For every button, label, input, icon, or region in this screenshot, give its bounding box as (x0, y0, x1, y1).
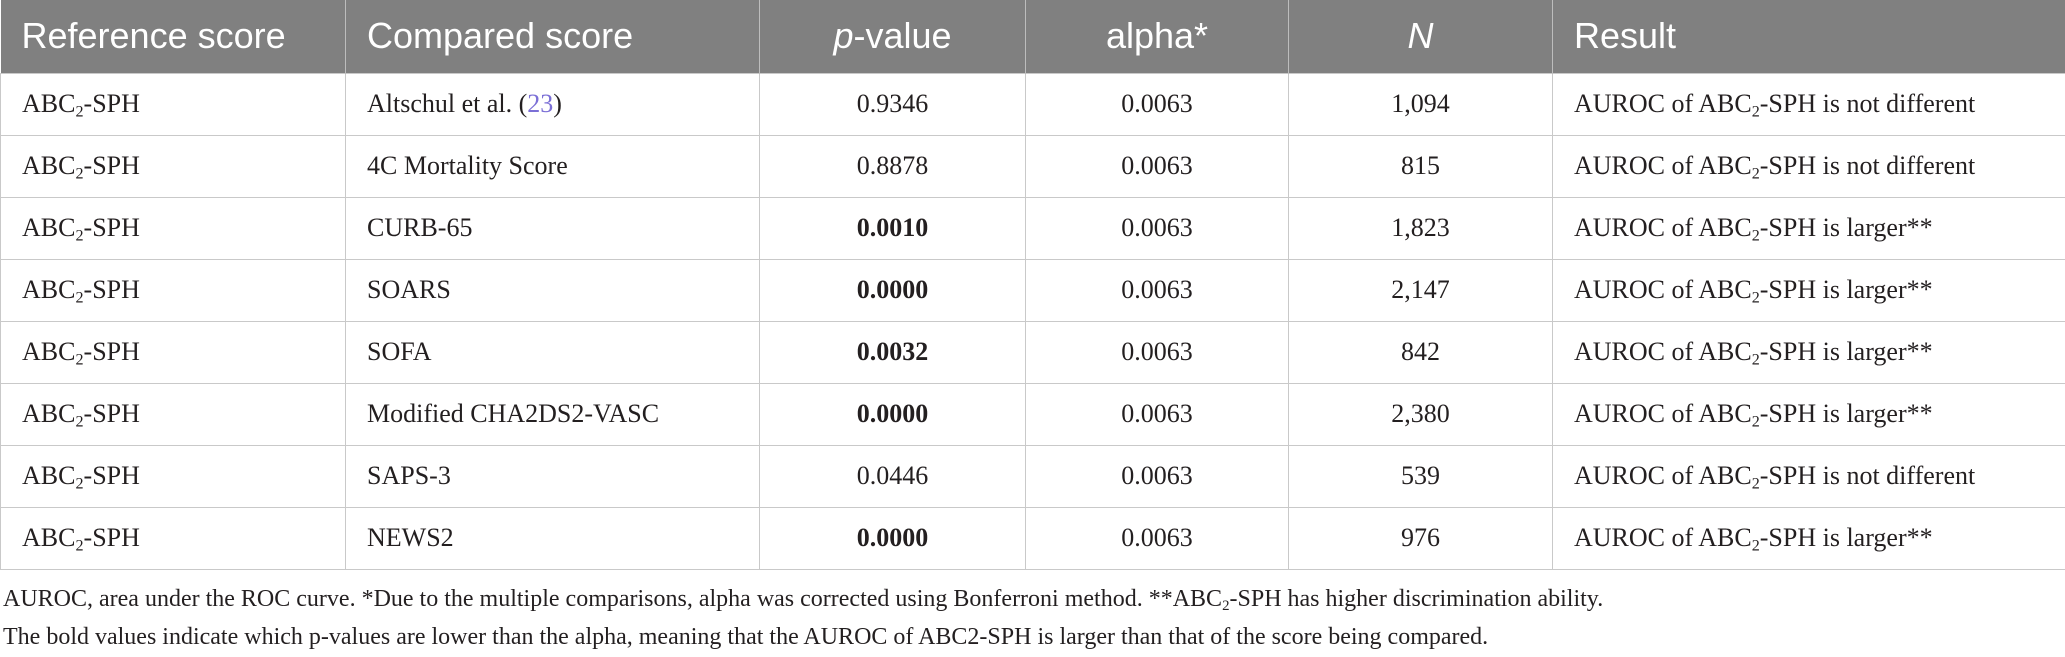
reference-score-prefix: ABC (22, 275, 76, 304)
result-suffix: -SPH is larger** (1759, 399, 1933, 428)
result-suffix: -SPH is larger** (1759, 213, 1933, 242)
compared-score-text: CURB-65 (367, 213, 473, 242)
reference-score-suffix: -SPH (83, 151, 140, 180)
cell-result (1553, 445, 2065, 507)
result-subscript: 2 (1751, 413, 1760, 431)
compared-score-text: SOARS (367, 275, 451, 304)
result-subscript: 2 (1751, 103, 1760, 121)
reference-score-subscript: 2 (75, 165, 84, 183)
cell-compared-score (346, 445, 760, 507)
cell-compared-score (346, 259, 760, 321)
cell-result (1553, 321, 2065, 383)
header-reference-score: Reference score (21, 15, 286, 57)
table-footnotes (3, 580, 1603, 656)
result-prefix: AUROC of ABC (1574, 151, 1752, 180)
table-body (1, 73, 2065, 569)
cell-alpha: 0.0063 (1026, 135, 1289, 197)
cell-p-value: 0.8878 (760, 135, 1026, 197)
cell-n: 2,147 (1289, 259, 1553, 321)
header-row (1, 0, 2065, 73)
reference-score-suffix: -SPH (83, 399, 140, 428)
cell-result (1553, 135, 2065, 197)
reference-score-prefix: ABC (22, 213, 76, 242)
result-suffix: -SPH is larger** (1759, 523, 1933, 552)
header-alpha: alpha* (1026, 0, 1289, 73)
cell-compared-score (346, 321, 760, 383)
reference-score-suffix: -SPH (83, 213, 140, 242)
cell-compared-score (346, 135, 760, 197)
header-p-italic: p (833, 15, 854, 57)
result-suffix: -SPH is not different (1759, 461, 1976, 490)
reference-score-prefix: ABC (22, 337, 76, 366)
compared-score-text: SAPS-3 (367, 461, 451, 490)
cell-alpha: 0.0063 (1026, 445, 1289, 507)
compared-score-text: Altschul et al. ( (367, 89, 528, 118)
cell-p-value: 0.0032 (760, 321, 1026, 383)
result-subscript: 2 (1751, 475, 1760, 493)
compared-score-text: SOFA (367, 337, 432, 366)
table-row (1, 135, 2065, 197)
result-prefix: AUROC of ABC (1574, 461, 1752, 490)
cell-compared-score (346, 507, 760, 569)
result-prefix: AUROC of ABC (1574, 213, 1752, 242)
header-n (1289, 0, 1553, 73)
reference-score-prefix: ABC (22, 399, 76, 428)
cell-reference-score (1, 259, 346, 321)
cell-alpha: 0.0063 (1026, 383, 1289, 445)
table-row (1, 321, 2065, 383)
table-row (1, 445, 2065, 507)
cell-compared-score (346, 197, 760, 259)
result-prefix: AUROC of ABC (1574, 523, 1752, 552)
result-prefix: AUROC of ABC (1574, 275, 1752, 304)
cell-p-value: 0.0010 (760, 197, 1026, 259)
reference-score-subscript: 2 (75, 413, 84, 431)
result-subscript: 2 (1751, 227, 1760, 245)
cell-p-value: 0.0000 (760, 507, 1026, 569)
cell-reference-score (1, 507, 346, 569)
table-row (1, 383, 2065, 445)
cell-alpha: 0.0063 (1026, 507, 1289, 569)
footnote-line1-sub: 2 (1222, 598, 1230, 615)
reference-score-prefix: ABC (22, 151, 76, 180)
header-p-value (760, 0, 1026, 73)
table-header (1, 0, 2065, 73)
cell-alpha: 0.0063 (1026, 197, 1289, 259)
cell-reference-score (1, 135, 346, 197)
result-suffix: -SPH is not different (1759, 89, 1976, 118)
compared-score-text: Modified CHA2DS2-VASC (367, 399, 660, 428)
reference-score-prefix: ABC (22, 89, 76, 118)
result-subscript: 2 (1751, 289, 1760, 307)
result-subscript: 2 (1751, 165, 1760, 183)
footnote-line1-post: -SPH has higher discrimination ability. (1229, 586, 1604, 612)
reference-score-subscript: 2 (75, 227, 84, 245)
reference-score-subscript: 2 (75, 289, 84, 307)
reference-score-subscript: 2 (75, 103, 84, 121)
header-p-rest: -value (853, 15, 952, 57)
cell-compared-score (346, 383, 760, 445)
reference-score-suffix: -SPH (83, 523, 140, 552)
table-row (1, 73, 2065, 135)
cell-compared-score (346, 73, 760, 135)
reference-score-prefix: ABC (22, 461, 76, 490)
cell-p-value: 0.0000 (760, 259, 1026, 321)
cell-reference-score (1, 321, 346, 383)
cell-n: 1,823 (1289, 197, 1553, 259)
reference-score-suffix: -SPH (83, 275, 140, 304)
reference-score-suffix: -SPH (83, 461, 140, 490)
cell-p-value: 0.0000 (760, 383, 1026, 445)
cell-n: 976 (1289, 507, 1553, 569)
result-subscript: 2 (1751, 537, 1760, 555)
footnote-bold-explanation: The bold values indicate which p-values are lower than the alpha, meaning that the AUROC of ABC2-SPH is larger than that of the score being compared. (3, 624, 1489, 650)
result-suffix: -SPH is not different (1759, 151, 1976, 180)
result-prefix: AUROC of ABC (1574, 89, 1752, 118)
result-suffix: -SPH is larger** (1759, 275, 1933, 304)
compared-score-text: NEWS2 (367, 523, 454, 552)
cell-alpha: 0.0063 (1026, 259, 1289, 321)
cell-n: 815 (1289, 135, 1553, 197)
cell-reference-score (1, 383, 346, 445)
table-row (1, 259, 2065, 321)
cell-n: 2,380 (1289, 383, 1553, 445)
compared-score-text: 4C Mortality Score (367, 151, 568, 180)
header-result: Result (1553, 0, 2065, 73)
cell-n: 1,094 (1289, 73, 1553, 135)
cell-reference-score (1, 73, 346, 135)
cell-p-value: 0.0446 (760, 445, 1026, 507)
cell-result (1553, 507, 2065, 569)
cell-reference-score (1, 445, 346, 507)
cell-reference-score (1, 197, 346, 259)
reference-score-suffix: -SPH (83, 89, 140, 118)
cell-alpha: 0.0063 (1026, 73, 1289, 135)
footnote-abbreviations (3, 580, 1603, 618)
reference-score-subscript: 2 (75, 351, 84, 369)
reference-score-prefix: ABC (22, 523, 76, 552)
cell-result (1553, 383, 2065, 445)
reference-score-suffix: -SPH (83, 337, 140, 366)
cell-n: 842 (1289, 321, 1553, 383)
result-suffix: -SPH is larger** (1759, 337, 1933, 366)
cell-result (1553, 73, 2065, 135)
header-n-italic: N (1407, 15, 1434, 57)
cell-result (1553, 259, 2065, 321)
cell-n: 539 (1289, 445, 1553, 507)
cell-result (1553, 197, 2065, 259)
cell-alpha: 0.0063 (1026, 321, 1289, 383)
result-prefix: AUROC of ABC (1574, 399, 1752, 428)
result-prefix: AUROC of ABC (1574, 337, 1752, 366)
table-row (1, 197, 2065, 259)
footnote-line1-pre: AUROC, area under the ROC curve. *Due to the multiple comparisons, alpha was corrected using Bonferroni method. **ABC (3, 586, 1223, 612)
header-compared-score: Compared score (346, 0, 760, 73)
cell-p-value: 0.9346 (760, 73, 1026, 135)
result-subscript: 2 (1751, 351, 1760, 369)
citation-link[interactable]: 23 (527, 89, 554, 118)
citation-close: ) (553, 89, 562, 118)
reference-score-subscript: 2 (75, 537, 84, 555)
reference-score-subscript: 2 (75, 475, 84, 493)
table-row (1, 507, 2065, 569)
